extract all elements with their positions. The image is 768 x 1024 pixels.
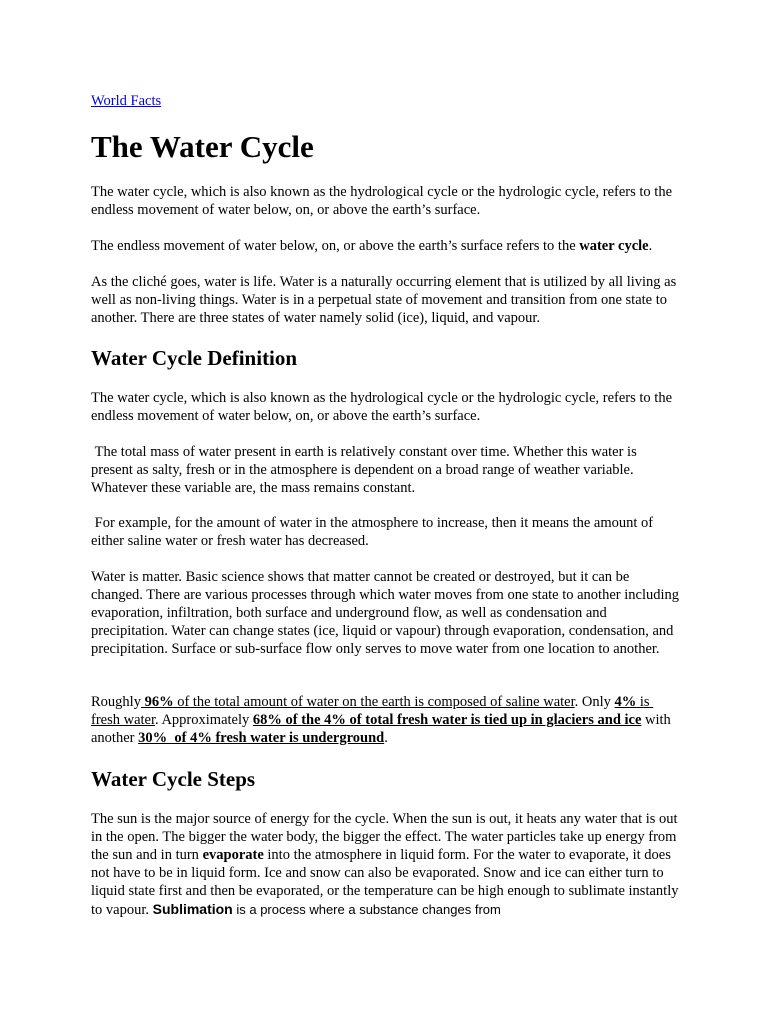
steps-p1-sublimation: Sublimation xyxy=(152,901,233,917)
steps-heading: Water Cycle Steps xyxy=(91,767,256,791)
steps-paragraph-1 xyxy=(91,810,681,919)
steps-p1-evaporate: evaporate xyxy=(202,847,264,863)
intro-p2-end: . xyxy=(648,238,653,254)
p5-roughly: Roughly xyxy=(91,694,141,710)
p5-underground-text: 30% of 4% fresh water is underground xyxy=(138,730,385,746)
definition-paragraph-3: For example, for the amount of water in the atmosphere to increase, then it means the amount of either saline water or fresh water has decreased. xyxy=(91,515,657,549)
intro-p2-text: The endless movement of water below, on, or above the earth’s surface refers to the xyxy=(91,238,580,254)
steps-p1-c: into the atmosphere in liquid form. For the water to evaporate, it does not have to be in liquid form. Ice and snow can also be evaporated. Snow and ice can either turn to liquid state first and then be evaporated, or the temperature can be high enough to sublimate instantly to vapour. xyxy=(91,847,679,918)
intro-paragraph-1: The water cycle, which is also known as the hydrological cycle or the hydrologic cycle, refers to the endless movement of water below, on, or above the earth’s surface. xyxy=(91,184,672,218)
steps-p1-a: The sun is the major source of energy for the cycle. When the sun is out, it heats any water that is out in the open. The bigger the water body, the bigger the effect. The water particles take up energy from the sun and in turn xyxy=(91,811,678,863)
p5-approximately: . Approximately xyxy=(155,712,253,728)
definition-heading: Water Cycle Definition xyxy=(91,346,298,370)
steps-p1-e: is a process where a substance changes from xyxy=(232,902,501,917)
p5-saline-text: of the total amount of water on the earth is composed of saline water xyxy=(173,694,575,710)
breadcrumb-link[interactable]: World Facts xyxy=(91,93,162,109)
p5-end: . xyxy=(384,730,388,746)
intro-paragraph-2 xyxy=(91,237,681,255)
steps-p1-sans xyxy=(153,902,501,917)
page-title: The Water Cycle xyxy=(91,129,314,164)
p5-with-another: with another xyxy=(91,712,675,746)
p5-fresh-text: is fresh water xyxy=(91,694,654,728)
definition-paragraph-4: Water is matter. Basic science shows that matter cannot be created or destroyed, but it can be changed. There are various processes through which water moves from one state to another including evaporation, infiltration, both surface and underground flow, as well as condensation and precipitation. Water can change states (ice, liquid or vapour) through evaporation, condensation, and precipitation. Surface or sub-surface flow only serves to move water from one location to another. xyxy=(91,569,680,657)
p5-96-percent: 96% xyxy=(140,694,174,710)
definition-paragraph-5 xyxy=(91,693,681,747)
definition-paragraph-2: The total mass of water present in earth is relatively constant over time. Whether this water is present as salty, fresh or in the atmosphere is dependent on a broad range of weather variable. Whatever these variable are, the mass remains constant. xyxy=(91,444,641,496)
p5-4-percent: 4% xyxy=(614,694,637,710)
intro-p2-bold: water cycle xyxy=(579,238,649,254)
p5-only: . Only xyxy=(574,694,615,710)
p5-glaciers-text: 68% of the 4% of total fresh water is tied up in glaciers and ice xyxy=(252,712,642,728)
intro-paragraph-3: As the cliché goes, water is life. Water is a naturally occurring element that is utilized by all living as well as non-living things. Water is in a perpetual state of movement and transition from one state to another. There are three states of water namely solid (ice), liquid, and vapour. xyxy=(91,274,677,326)
definition-paragraph-1: The water cycle, which is also known as the hydrological cycle or the hydrologic cycle, refers to the endless movement of water below, on, or above the earth’s surface. xyxy=(91,390,672,424)
